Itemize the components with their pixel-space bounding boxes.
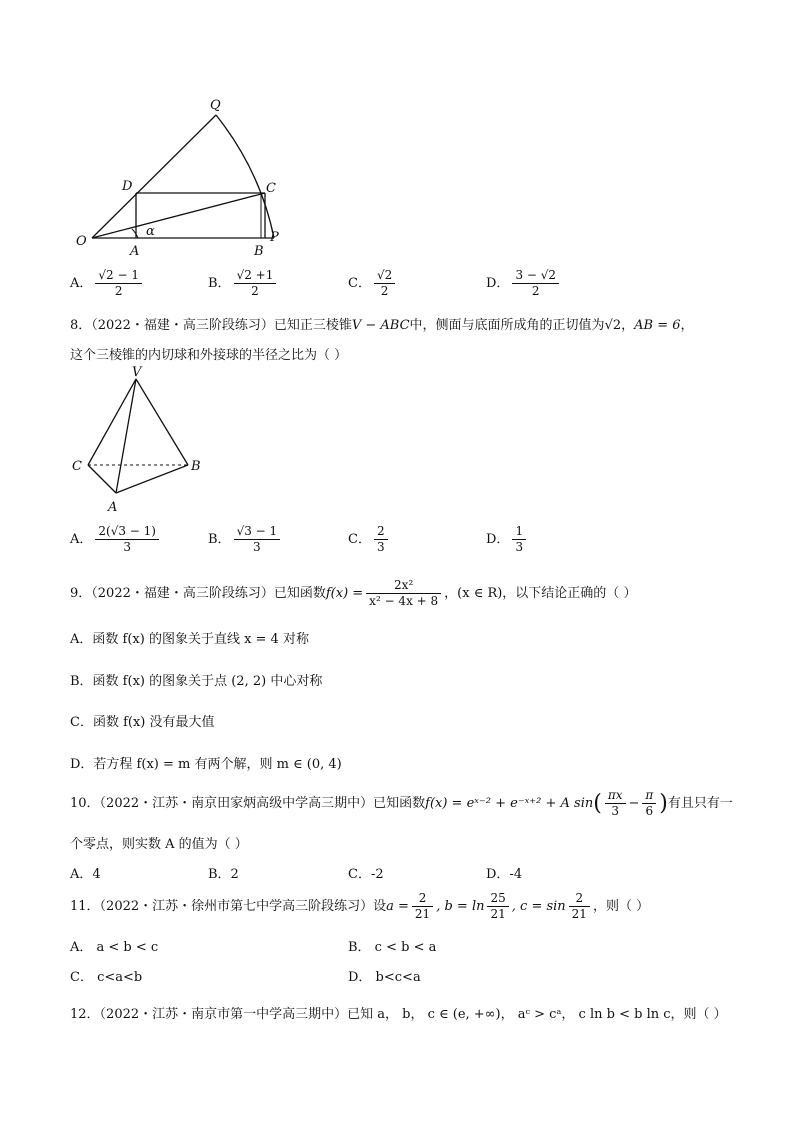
q11-option-d: D． b<c<a [348, 970, 421, 985]
label-A: A [108, 500, 118, 515]
q7-option-b: B． $\frac{√2 +1}{2}$ [208, 268, 279, 299]
label-B: B [191, 459, 201, 474]
q10-stem: 10．（2022・江苏・南京田家炳高级中学高三期中）已知函数f(x) = eˣ⁻² + e⁻ˣ⁺² + A sin( $\frac{\pi x}{3}$ − $\frac{\pi}{6}$ )有且只有一 [70, 788, 733, 818]
label-P: P [270, 230, 279, 245]
q9-option-b: B．函数 f(x) 的图象关于点 (2, 2) 中心对称 [70, 674, 323, 689]
q8-option-a: A． $\frac{2(√3 - 1)}{3}$ [70, 524, 162, 555]
q9-option-c: C．函数 f(x) 没有最大值 [70, 715, 215, 730]
q8-option-d: D． $\frac{1}{3}$ [486, 524, 529, 555]
q11-stem: 11．（2022・江苏・徐州市第七中学高三阶段练习）设a = $\frac{2}{21}$ , b = ln $\frac{25}{21}$ , c = sin $\frac{2}{21}$ ，则（ ） [70, 891, 650, 921]
label-alpha: α [146, 224, 155, 239]
q8-stem-line2: 这个三棱锥的内切球和外接球的半径之比为（ ） [70, 348, 348, 363]
q7-option-d: D． $\frac{3 - √2}{2}$ [486, 268, 562, 299]
sector-figure [70, 95, 300, 260]
q8-stem-line1: 8．（2022・福建・高三阶段练习）已知正三棱锥V − ABC中，侧面与底面所成角的正切值为√2，AB = 6， [70, 318, 694, 333]
q11-option-c: C． c<a<b [70, 970, 143, 985]
q11-option-b: B． c < b < a [348, 940, 437, 955]
label-D: D [122, 179, 133, 194]
q10-option-a: A．4 [70, 867, 101, 882]
q7-option-a: A． $\frac{√2 - 1}{2}$ [70, 268, 145, 299]
q10-option-c: C．-2 [348, 867, 384, 882]
label-Q: Q [210, 98, 221, 113]
label-C: C [72, 459, 82, 474]
q12-stem: 12．（2022・江苏・南京市第一中学高三期中）已知 a， b， c ∈ (e, +∞)， aᶜ > cᵃ， c ln b < b ln c，则（ ） [70, 1007, 727, 1022]
label-C: C [266, 181, 276, 196]
q10-option-d: D．-4 [486, 867, 523, 882]
q7-option-c: C． $\frac{√2}{2}$ [348, 268, 398, 299]
label-O: O [76, 234, 87, 249]
q9-stem: 9．（2022・福建・高三阶段练习）已知函数f(x) = $\frac{\text{2x²}}{\text{x² − 4x + 8}}$ ，(x ∈ R)，以下结论正确的（ ） [70, 578, 637, 608]
label-B: B [254, 244, 264, 259]
q11-option-a: A． a < b < c [70, 940, 159, 955]
q10-option-b: B．2 [208, 867, 239, 882]
label-A: A [130, 244, 140, 259]
label-V: V [132, 365, 142, 380]
pyramid-figure [70, 365, 220, 515]
q8-option-c: C． $\frac{2}{3}$ [348, 524, 391, 555]
q9-option-d: D．若方程 f(x) = m 有两个解，则 m ∈ (0, 4) [70, 757, 342, 772]
q8-option-b: B． $\frac{√3 - 1}{3}$ [208, 524, 283, 555]
q9-option-a: A．函数 f(x) 的图象关于直线 x = 4 对称 [70, 632, 309, 647]
q10-stem-line2: 个零点，则实数 A 的值为（ ） [70, 837, 248, 852]
